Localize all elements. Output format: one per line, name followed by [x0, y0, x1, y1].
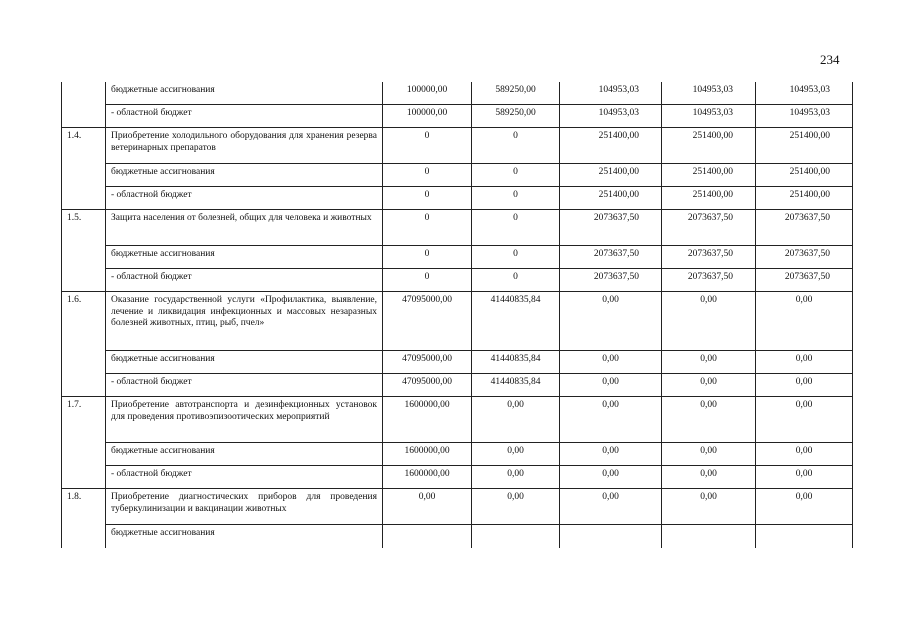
value-cell-2: 41440835,84 [472, 292, 560, 351]
value-cell-3: 251400,00 [560, 187, 662, 210]
table-row [62, 374, 853, 397]
value-cell-2: 0,00 [472, 397, 560, 443]
row-index: 1.6. [62, 292, 106, 397]
row-subitem-label: бюджетные ассигнования [106, 82, 383, 105]
value-cell-5: 0,00 [756, 397, 853, 443]
value-cell-1: 1600000,00 [383, 466, 472, 489]
value-cell-3: 0,00 [560, 397, 662, 443]
value-cell-2: 589250,00 [472, 82, 560, 105]
table-row [62, 525, 853, 549]
page-number: 234 [820, 52, 840, 67]
value-cell-1 [383, 525, 472, 549]
value-cell-3: 0,00 [560, 443, 662, 466]
row-subitem-label: - областной бюджет [106, 105, 383, 128]
value-cell-4: 0,00 [662, 351, 756, 374]
table-row [62, 105, 853, 128]
value-cell-2: 0,00 [472, 489, 560, 525]
value-cell-1: 47095000,00 [383, 374, 472, 397]
value-cell-4: 251400,00 [662, 164, 756, 187]
row-index: 1.8. [62, 489, 106, 549]
value-cell-5: 104953,03 [756, 105, 853, 128]
value-cell-1: 100000,00 [383, 105, 472, 128]
value-cell-4: 0,00 [662, 397, 756, 443]
value-cell-2: 0 [472, 187, 560, 210]
value-cell-3: 104953,03 [560, 82, 662, 105]
value-cell-2: 41440835,84 [472, 351, 560, 374]
value-cell-4: 0,00 [662, 374, 756, 397]
value-cell-5: 0,00 [756, 443, 853, 466]
value-cell-4: 0,00 [662, 292, 756, 351]
value-cell-1: 0,00 [383, 489, 472, 525]
table-row [62, 246, 853, 269]
row-index: 1.7. [62, 397, 106, 489]
value-cell-5: 0,00 [756, 466, 853, 489]
value-cell-2: 41440835,84 [472, 374, 560, 397]
table-row [62, 164, 853, 187]
value-cell-3: 0,00 [560, 466, 662, 489]
value-cell-4: 104953,03 [662, 105, 756, 128]
table-row [62, 443, 853, 466]
row-index: 1.4. [62, 128, 106, 210]
row-subitem-label: бюджетные ассигнования [106, 164, 383, 187]
value-cell-3: 2073637,50 [560, 210, 662, 246]
row-subitem-label: бюджетные ассигнования [106, 525, 383, 549]
value-cell-1: 0 [383, 210, 472, 246]
table-row [62, 292, 853, 351]
row-description: Приобретение автотранспорта и дезинфекционных установок для проведения противоэпизоотических мероприятий [106, 397, 383, 443]
row-index [62, 82, 106, 128]
value-cell-1: 1600000,00 [383, 397, 472, 443]
value-cell-5: 104953,03 [756, 82, 853, 105]
table-row [62, 351, 853, 374]
table-row [62, 397, 853, 443]
value-cell-1: 47095000,00 [383, 351, 472, 374]
value-cell-3: 2073637,50 [560, 246, 662, 269]
value-cell-3: 251400,00 [560, 164, 662, 187]
value-cell-1: 100000,00 [383, 82, 472, 105]
row-subitem-label: бюджетные ассигнования [106, 443, 383, 466]
value-cell-4: 2073637,50 [662, 246, 756, 269]
value-cell-5: 251400,00 [756, 164, 853, 187]
table-row [62, 128, 853, 164]
value-cell-3: 0,00 [560, 374, 662, 397]
value-cell-1: 0 [383, 164, 472, 187]
value-cell-1: 0 [383, 269, 472, 292]
value-cell-3: 0,00 [560, 292, 662, 351]
table-row [62, 489, 853, 525]
value-cell-3: 0,00 [560, 351, 662, 374]
value-cell-3: 0,00 [560, 489, 662, 525]
row-subitem-label: бюджетные ассигнования [106, 351, 383, 374]
row-description: Оказание государственной услуги «Профилактика, выявление, лечение и ликвидация инфекционных и массовых незаразных болезней животных, птиц, рыб, пчел» [106, 292, 383, 351]
value-cell-1: 1600000,00 [383, 443, 472, 466]
value-cell-4: 0,00 [662, 489, 756, 525]
value-cell-4 [662, 525, 756, 549]
value-cell-5: 251400,00 [756, 187, 853, 210]
value-cell-4: 251400,00 [662, 128, 756, 164]
table-row [62, 187, 853, 210]
value-cell-1: 0 [383, 246, 472, 269]
value-cell-5: 251400,00 [756, 128, 853, 164]
value-cell-5: 2073637,50 [756, 210, 853, 246]
value-cell-4: 0,00 [662, 466, 756, 489]
row-description: Приобретение диагностических приборов для проведения туберкулинизации и вакцинации животных [106, 489, 383, 525]
value-cell-2: 0,00 [472, 443, 560, 466]
value-cell-1: 0 [383, 128, 472, 164]
row-subitem-label: - областной бюджет [106, 466, 383, 489]
value-cell-3: 2073637,50 [560, 269, 662, 292]
row-subitem-label: бюджетные ассигнования [106, 246, 383, 269]
value-cell-4: 251400,00 [662, 187, 756, 210]
value-cell-2: 0 [472, 128, 560, 164]
value-cell-2: 0 [472, 164, 560, 187]
table-row [62, 466, 853, 489]
value-cell-5: 0,00 [756, 489, 853, 525]
value-cell-4: 0,00 [662, 443, 756, 466]
value-cell-2: 0 [472, 246, 560, 269]
value-cell-2: 589250,00 [472, 105, 560, 128]
value-cell-2: 0 [472, 269, 560, 292]
value-cell-2: 0 [472, 210, 560, 246]
value-cell-3: 251400,00 [560, 128, 662, 164]
table-row [62, 82, 853, 105]
row-index: 1.5. [62, 210, 106, 292]
budget-table-body [62, 82, 853, 548]
value-cell-4: 104953,03 [662, 82, 756, 105]
value-cell-5: 2073637,50 [756, 269, 853, 292]
row-description: Защита населения от болезней, общих для человека и животных [106, 210, 383, 246]
row-subitem-label: - областной бюджет [106, 269, 383, 292]
value-cell-4: 2073637,50 [662, 269, 756, 292]
value-cell-5: 0,00 [756, 351, 853, 374]
value-cell-1: 47095000,00 [383, 292, 472, 351]
value-cell-4: 2073637,50 [662, 210, 756, 246]
table-row [62, 269, 853, 292]
value-cell-5: 0,00 [756, 292, 853, 351]
row-subitem-label: - областной бюджет [106, 187, 383, 210]
table-row [62, 210, 853, 246]
value-cell-3: 104953,03 [560, 105, 662, 128]
value-cell-5 [756, 525, 853, 549]
budget-table [61, 82, 853, 548]
value-cell-3 [560, 525, 662, 549]
value-cell-5: 0,00 [756, 374, 853, 397]
value-cell-5: 2073637,50 [756, 246, 853, 269]
row-description: Приобретение холодильного оборудования для хранения резерва ветеринарных препаратов [106, 128, 383, 164]
value-cell-2: 0,00 [472, 466, 560, 489]
value-cell-1: 0 [383, 187, 472, 210]
row-subitem-label: - областной бюджет [106, 374, 383, 397]
value-cell-2 [472, 525, 560, 549]
